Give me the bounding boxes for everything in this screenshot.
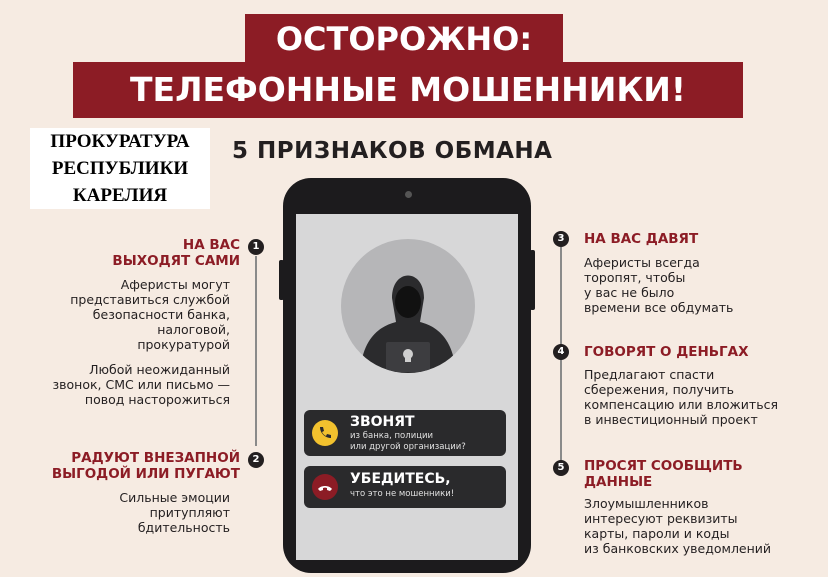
phone-answer-icon: [312, 420, 338, 446]
phone-decline-icon: [312, 474, 338, 500]
sign-1-title-line-2: ВЫХОДЯТ САМИ: [112, 253, 240, 269]
sign-number-5: 5: [553, 460, 569, 476]
sign-1-text-2: [53, 362, 231, 407]
sign-2-text-line: Сильные эмоции: [119, 490, 230, 505]
sign-1-text-line: повод насторожиться: [84, 392, 230, 407]
sign-1-text-line: звонок, СМС или письмо —: [52, 377, 230, 392]
call-card: [304, 410, 506, 456]
phone-side-button: [530, 250, 535, 310]
org-line-1: ПРОКУРАТУРА: [50, 131, 190, 152]
sign-1-text: [70, 277, 230, 352]
sign-1-text-line: прокуратурой: [137, 337, 230, 352]
sign-3-text-line: у вас не было: [584, 285, 675, 300]
sign-5-text-line: карты, пароли и коды: [584, 526, 730, 541]
decline-card-title: УБЕДИТЕСЬ,: [350, 471, 451, 487]
decline-card: [304, 466, 506, 508]
sign-1-text-line: Аферисты могут: [120, 277, 230, 292]
sign-3-text-line: торопят, чтобы: [584, 270, 686, 285]
sign-4-text-line: компенсацию или вложиться: [584, 397, 778, 412]
organization-label: [30, 128, 210, 209]
sign-3-text-line: времени все обдумать: [584, 300, 734, 315]
sign-5-title: [584, 458, 743, 490]
sign-3-text: [584, 255, 733, 315]
sign-4-text: [584, 367, 778, 427]
banner-line-1: ОСТОРОЖНО:: [245, 14, 563, 64]
sign-1-text-line: безопасности банка,: [92, 307, 230, 322]
decline-card-line-1: что это не мошенники!: [350, 489, 455, 499]
sign-5-text-line: интересуют реквизиты: [584, 511, 738, 526]
connector-line: [255, 256, 257, 446]
sign-2-title: [52, 450, 240, 482]
sign-4-text-line: Предлагают спасти: [584, 367, 715, 382]
sign-1-text-line: представиться службой: [70, 292, 230, 307]
sign-3-title: НА ВАС ДАВЯТ: [584, 231, 699, 247]
call-card-title: ЗВОНЯТ: [350, 414, 415, 430]
sign-5-text: [584, 496, 771, 556]
sign-4-text-line: в инвестиционный проект: [584, 412, 758, 427]
sign-2-title-line-2: ВЫГОДОЙ ИЛИ ПУГАЮТ: [51, 466, 240, 482]
call-card-line-2: или другой организации?: [350, 442, 466, 452]
sign-1-title-line-1: НА ВАС: [182, 237, 240, 253]
sign-2-text: [119, 490, 230, 535]
sign-1-text-line: Любой неожиданный: [89, 362, 230, 377]
call-card-line-1: из банка, полиции: [350, 431, 434, 441]
org-line-3: КАРЕЛИЯ: [72, 185, 168, 206]
sign-2-title-line-1: РАДУЮТ ВНЕЗАПНОЙ: [71, 450, 240, 466]
phone-side-button: [279, 260, 284, 300]
org-line-2: РЕСПУБЛИКИ: [51, 158, 189, 179]
sign-4-text-line: сбережения, получить: [584, 382, 734, 397]
sign-4-title: ГОВОРЯТ О ДЕНЬГАХ: [584, 344, 749, 360]
sign-2-text-line: бдительность: [137, 520, 230, 535]
sign-1-text-line: налоговой,: [157, 322, 230, 337]
sign-number-3: 3: [553, 231, 569, 247]
sign-5-title-line-1: ПРОСЯТ СООБЩИТЬ: [584, 458, 743, 474]
sign-5-text-line: Злоумышленников: [584, 496, 709, 511]
sign-number-2: 2: [248, 452, 264, 468]
sign-5-title-line-2: ДАННЫЕ: [584, 474, 653, 490]
sign-5-text-line: из банковских уведомлений: [584, 541, 772, 556]
sign-2-text-line: притупляют: [149, 505, 230, 520]
sign-number-1: 1: [248, 239, 264, 255]
phone-camera: [405, 191, 412, 198]
sign-1-title: [112, 237, 240, 269]
sign-3-text-line: Аферисты всегда: [584, 255, 700, 270]
hacker-icon: [340, 238, 476, 374]
banner-line-2: ТЕЛЕФОННЫЕ МОШЕННИКИ!: [73, 62, 743, 118]
subtitle: 5 ПРИЗНАКОВ ОБМАНА: [232, 138, 553, 164]
sign-number-4: 4: [553, 344, 569, 360]
